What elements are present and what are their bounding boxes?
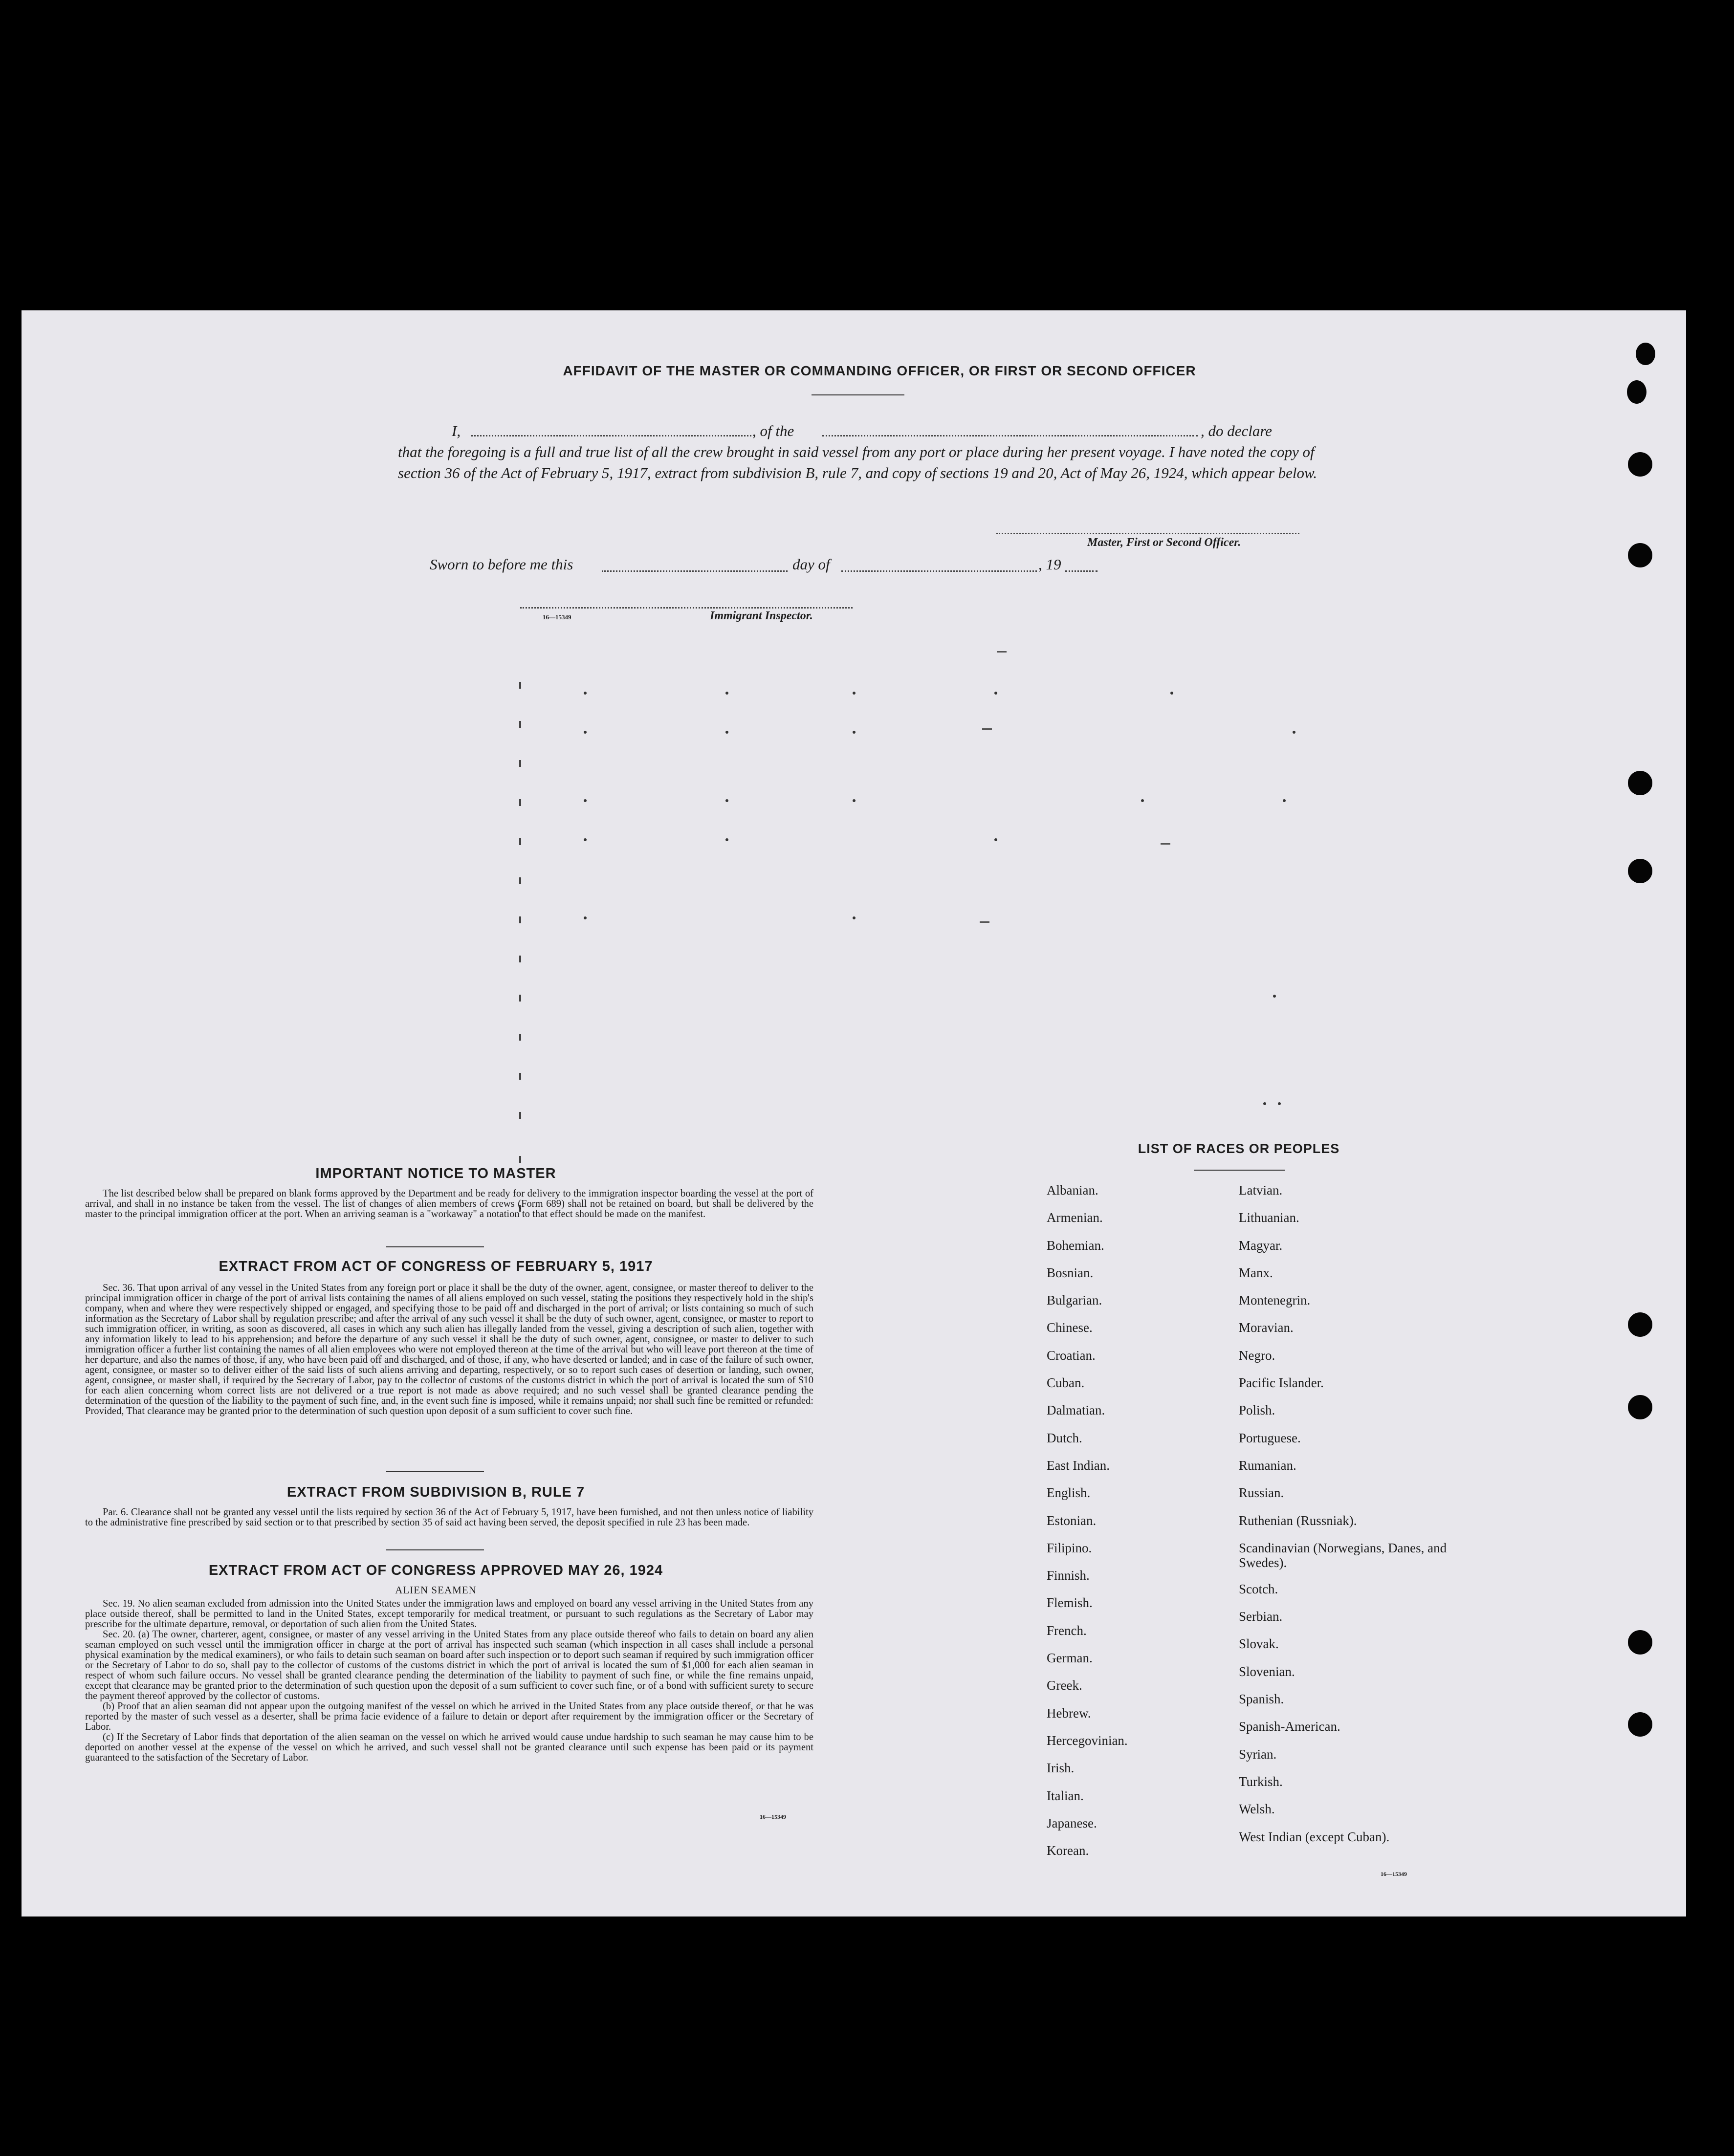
race-item: Irish. [1047, 1761, 1075, 1776]
punch-hole [1628, 1395, 1652, 1419]
punch-hole [1628, 771, 1652, 795]
race-item: English. [1047, 1485, 1091, 1501]
inspector-line[interactable] [520, 607, 853, 609]
races-right-column [1239, 1183, 1483, 1857]
extract-1917-paragraph: Sec. 36. That upon arrival of any vessel in the United States from any foreign port or place it shall be the duty of the owner, agent, consignee, or master thereof to deliver to the principal immigration officer in charge of the port of arrival lists containing the names of all aliens employed on such vessel, stating the positions they respectively hold in the ship's company, when and where they were respectively shipped or engaged, and specifying those to be paid off and discharged in the port of arrival; or lists containing so much of such information as the Secretary of Labor shall by regulation prescribe; and after the arrival of any such vessel it shall be the duty of such owner, agent, consignee, or master to report to such immigration officer, in writing, as soon as discovered, all cases in which any such alien has illegally landed from the vessel, giving a description of such alien, together with any information likely to lead to his apprehension; and before the departure of any such vessel it shall be the duty of such owner, agent, consignee, or master to deliver to such immigration officer a further list containing the names of all alien employees who were not employed thereon at the time of the arrival but who will leave port thereon at the time of her departure, and also the names of those, if any, who have been paid off and discharged, and of those, if any, who have deserted or landed; and in case of the failure of such owner, agent, consignee, or master so to deliver either of the said lists of such aliens arriving and departing, respectively, or so to report such cases of desertion or landing, such owner, agent, consignee, or master shall, if required by the Secretary of Labor, pay to the collector of customs of the customs district in which the port of arrival is located the sum of $10 for each alien concerning whom correct lists are not delivered or a true report is not made as above required; and no such vessel shall be granted clearance pending the determination of the question of the liability to the payment of such fine, and, in the event such fine is imposed, while it remains unpaid; nor shall such fine be remitted or refunded: Provided, That clearance may be granted prior to the determination of such question upon deposit of a sum sufficient to cover such fine. [85, 1283, 813, 1416]
column-mark [1170, 692, 1173, 695]
sworn-day-blank[interactable] [602, 570, 788, 572]
column-mark [725, 838, 728, 841]
races-left-column [1047, 1183, 1208, 1871]
race-item: Scandinavian (Norwegians, Danes, and Swedes). [1239, 1540, 1447, 1570]
race-item: Moravian. [1239, 1320, 1294, 1335]
race-item: Manx. [1239, 1265, 1273, 1280]
column-mark [519, 1073, 521, 1080]
race-item: Bosnian. [1047, 1265, 1094, 1280]
race-item: Polish. [1239, 1403, 1275, 1418]
column-mark [519, 956, 521, 962]
column-mark [725, 799, 728, 802]
race-item: German. [1047, 1651, 1093, 1666]
column-mark [1263, 1102, 1266, 1105]
race-item: Cuban. [1047, 1375, 1085, 1391]
sec20c-paragraph: (c) If the Secretary of Labor finds that deportation of the alien seaman on the vessel on which he arrived would cause undue hardship to such seaman he may cause him to be deported on another vessel at the expense of the vessel on which he arrived, and such vessel shall not be granted clearance until such expense has been paid or its payment guaranteed to the satisfaction of the Secretary of Labor. [85, 1732, 813, 1763]
column-mark [584, 916, 587, 919]
punch-hole [1636, 343, 1655, 365]
race-item: Greek. [1047, 1678, 1082, 1693]
affidavit-text [398, 420, 1351, 483]
column-mark [584, 731, 587, 734]
column-mark [519, 1112, 521, 1119]
race-item: Chinese. [1047, 1320, 1093, 1335]
column-mark [853, 799, 856, 802]
form-number-bottom-right: 16—15349 [1381, 1871, 1407, 1877]
race-item: Scotch. [1239, 1581, 1278, 1596]
inspector-label: Immigrant Inspector. [710, 610, 813, 622]
race-item: Albanian. [1047, 1183, 1098, 1198]
signature-label: Master, First or Second Officer. [1087, 536, 1241, 549]
race-item: Finnish. [1047, 1568, 1090, 1583]
sworn-label: Sworn to before me this [430, 556, 573, 573]
column-mark [519, 682, 521, 689]
sec20b-paragraph: (b) Proof that an alien seaman did not appear upon the outgoing manifest of the vessel on which he arrived in the United States from any place outside thereof, or that he was reported by the master of such vessel as a deserter, shall be prima facie evidence of a failure to detain or deport after requirement by the immigration officer or the Secretary of Labor. [85, 1701, 813, 1732]
punch-hole [1628, 1630, 1652, 1655]
notice-title: IMPORTANT NOTICE TO MASTER [315, 1166, 556, 1181]
column-mark [980, 921, 989, 923]
race-item: Slovenian. [1239, 1664, 1295, 1679]
column-mark [519, 799, 521, 806]
race-item: East Indian. [1047, 1458, 1110, 1473]
sec19-paragraph: Sec. 19. No alien seaman excluded from admission into the United States under the immigration laws and employed on board any vessel arriving in the United States from any place outside thereof, shall be permitted to land in the United States, except temporarily for medical treatment, or pursuant to such regulations as the Secretary of Labor may prescribe for the ultimate departure, removal, or deportation of such alien from the United States. [85, 1598, 813, 1630]
form-number-top: 16—15349 [543, 613, 571, 621]
column-mark [1273, 995, 1276, 998]
race-item: Turkish. [1239, 1774, 1283, 1789]
column-mark [725, 692, 728, 695]
section-rule [386, 1549, 484, 1550]
form-sheet [22, 310, 1686, 1916]
race-item: Russian. [1239, 1485, 1284, 1501]
race-item: Lithuanian. [1239, 1210, 1299, 1225]
extract-1917-title: EXTRACT FROM ACT OF CONGRESS OF FEBRUARY 5, 1917 [219, 1259, 653, 1274]
race-item: Portuguese. [1239, 1430, 1301, 1445]
extract-1924-text [85, 1599, 813, 1763]
column-mark [1141, 799, 1144, 802]
race-item: Dalmatian. [1047, 1403, 1105, 1418]
alien-seamen-subtitle: ALIEN SEAMEN [395, 1584, 477, 1596]
race-item: Ruthenian (Russniak). [1239, 1513, 1357, 1528]
affidavit-title: AFFIDAVIT OF THE MASTER OR COMMANDING OFFICER, OR FIRST OR SECOND OFFICER [563, 363, 1196, 378]
column-mark [853, 692, 856, 695]
sec20a-paragraph: Sec. 20. (a) The owner, charterer, agent, consignee, or master of any vessel arriving in the United States from any place outside thereof who fails to detain on board any alien seaman employed on such vessel until the immigration officer in charge at the port of arrival has inspected such seaman (which inspection in all cases shall include a personal physical examination by the medical examiners), or who fails to detain such seaman on board after such inspection or to deport such seaman if required by such immigration officer or the Secretary of Labor to do so, shall pay to the collector of customs of the customs district in which the port of arrival is located the sum of $1,000 for each alien seaman in respect of whom such failure occurs. No vessel shall be granted clearance pending the determination of the liability to payment of such fine, or while the fine remains unpaid, except that clearance may be granted prior to the determination of such question upon the deposit of a sum sufficient to cover such fine, or of a bond with sufficient surety to secure the payment thereof approved by the collector of customs. [85, 1629, 813, 1701]
day-of-label: day of [792, 556, 830, 573]
notice-text [85, 1189, 813, 1220]
punch-hole [1628, 1312, 1652, 1337]
race-item: Estonian. [1047, 1513, 1097, 1528]
section-rule [386, 1246, 484, 1247]
column-mark [997, 651, 1007, 653]
year-label: , 19 [1038, 556, 1061, 573]
column-mark [519, 877, 521, 884]
race-item: Japanese. [1047, 1815, 1097, 1830]
column-mark [853, 731, 856, 734]
race-item: Filipino. [1047, 1540, 1092, 1555]
sworn-year-blank[interactable] [1065, 570, 1097, 572]
race-item: Latvian. [1239, 1183, 1283, 1198]
column-mark [584, 799, 587, 802]
punch-hole [1628, 859, 1652, 883]
column-mark [584, 692, 587, 695]
extract-1924-title: EXTRACT FROM ACT OF CONGRESS APPROVED MAY 26, 1924 [208, 1563, 663, 1578]
race-item: Hebrew. [1047, 1705, 1091, 1720]
race-item: Hercegovinian. [1047, 1733, 1128, 1748]
column-mark [519, 721, 521, 728]
race-item: Montenegrin. [1239, 1293, 1311, 1308]
signature-line[interactable] [996, 533, 1299, 534]
race-item: Spanish. [1239, 1692, 1284, 1707]
column-mark [982, 728, 992, 730]
form-number-bottom-left: 16—15349 [760, 1813, 786, 1820]
column-mark [994, 838, 997, 841]
race-item: Syrian. [1239, 1746, 1277, 1762]
punch-hole [1628, 543, 1652, 567]
race-item: Slovak. [1239, 1636, 1279, 1652]
race-item: French. [1047, 1623, 1087, 1638]
column-mark [519, 916, 521, 923]
column-mark [584, 838, 587, 841]
race-item: Magyar. [1239, 1238, 1283, 1253]
column-mark [1293, 731, 1295, 734]
column-mark [519, 995, 521, 1002]
column-mark [519, 838, 521, 845]
section-rule [386, 1471, 484, 1472]
affidavit-body: that the foregoing is a full and true list of all the crew brought in said vessel from any port or place during her present voyage. I have noted the copy of section 36 of the Act of February 5, 1917, extract from subdivision B, rule 7, and copy of sections 19 and 20, Act of May 26, 1924, which appear below. [398, 443, 1317, 481]
column-mark [1283, 799, 1286, 802]
race-item: Croatian. [1047, 1348, 1096, 1363]
race-item: Armenian. [1047, 1210, 1103, 1225]
race-item: Korean. [1047, 1843, 1089, 1858]
column-mark [519, 760, 521, 767]
line1-mid: , of the [752, 422, 794, 439]
sworn-line [430, 556, 1114, 575]
line1-end: , do declare [1201, 422, 1273, 439]
sworn-month-blank[interactable] [841, 570, 1037, 572]
races-title: LIST OF RACES OR PEOPLES [1138, 1141, 1340, 1156]
column-mark [994, 692, 997, 695]
notice-paragraph: The list described below shall be prepared on blank forms approved by the Department and be ready for delivery to the immigration inspector boarding the vessel at the port of arrival, and shall in no instance be taken from the vessel. The list of changes of alien members of crews (Form 689) shall not be retained on board, but shall be delivered by the master to the principal immigration officer at the port. When an arriving seaman is a "workaway" a notation to that effect should be made on the manifest. [85, 1188, 813, 1220]
extract-rule7-paragraph: Par. 6. Clearance shall not be granted any vessel until the lists required by section 36 of the Act of February 5, 1917, have been furnished, and not then unless notice of liability to the administrative fine prescribed by said section or to that prescribed by section 35 of said act having been served, the deposit specified in rule 23 has been made. [85, 1507, 813, 1528]
column-mark [853, 916, 856, 919]
race-item: Negro. [1239, 1348, 1275, 1363]
race-item: Bohemian. [1047, 1238, 1104, 1253]
column-mark [725, 731, 728, 734]
column-mark [519, 1034, 521, 1041]
race-item: Dutch. [1047, 1430, 1082, 1445]
races-title-rule [1194, 1170, 1285, 1171]
extract-1917-text [85, 1283, 813, 1416]
race-item: Italian. [1047, 1788, 1084, 1803]
punch-hole [1628, 452, 1652, 477]
race-item: Rumanian. [1239, 1458, 1296, 1473]
name-blank[interactable] [471, 435, 751, 436]
line1-start: I, [452, 422, 461, 439]
race-item: Serbian. [1239, 1609, 1283, 1624]
vessel-blank[interactable] [822, 435, 1198, 436]
title-rule [812, 394, 904, 395]
race-item: Flemish. [1047, 1595, 1093, 1611]
race-item: Welsh. [1239, 1802, 1275, 1817]
extract-rule7-text [85, 1507, 813, 1528]
race-item: Bulgarian. [1047, 1293, 1102, 1308]
race-item: Pacific Islander. [1239, 1375, 1324, 1391]
punch-hole [1628, 1712, 1652, 1737]
extract-rule7-title: EXTRACT FROM SUBDIVISION B, RULE 7 [286, 1484, 585, 1500]
race-item: West Indian (except Cuban). [1239, 1829, 1390, 1844]
column-mark [1278, 1102, 1281, 1105]
column-mark [519, 1156, 521, 1163]
punch-hole [1627, 380, 1646, 404]
column-mark [1161, 843, 1170, 845]
race-item: Spanish-American. [1239, 1719, 1340, 1734]
